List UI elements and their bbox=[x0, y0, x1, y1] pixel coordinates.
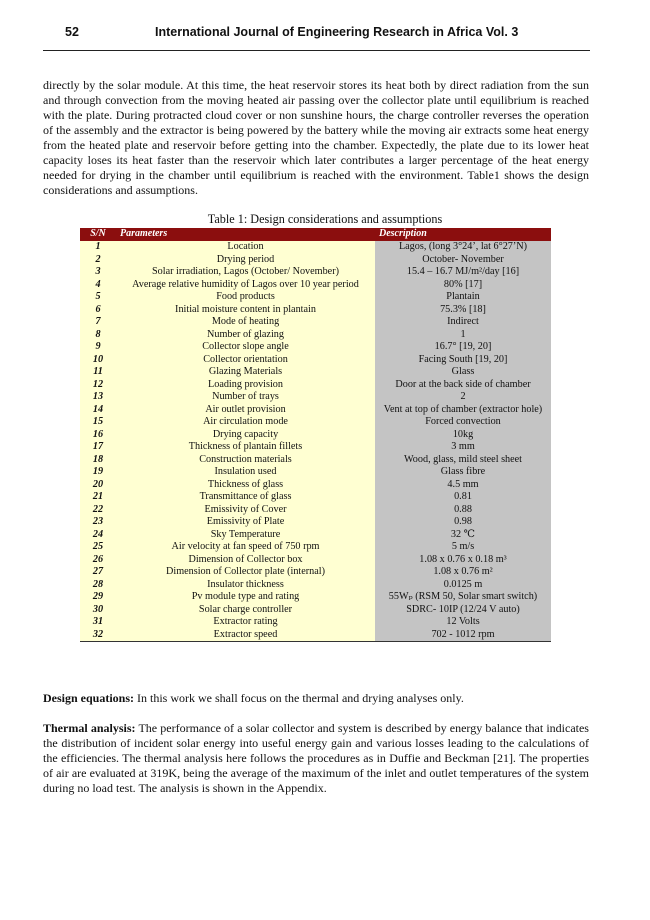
row-sn: 12 bbox=[80, 379, 116, 392]
row-description: 16.7° [19, 20] bbox=[375, 341, 551, 354]
row-parameter: Collector orientation bbox=[116, 354, 375, 367]
row-parameter: Solar irradiation, Lagos (October/ November) bbox=[116, 266, 375, 279]
table-row bbox=[80, 629, 551, 642]
row-description: 3 mm bbox=[375, 441, 551, 454]
table-row bbox=[80, 604, 551, 617]
row-parameter: Transmittance of glass bbox=[116, 491, 375, 504]
table-caption: Table 1: Design considerations and assumptions bbox=[207, 212, 443, 226]
journal-title: International Journal of Engineering Research in Africa Vol. 3 bbox=[155, 25, 519, 39]
intro-paragraph: directly by the solar module. At this time, the heat reservoir stores its heat both by direct radiation from the sun and through convection from the moving heated air passing over the collector plate until equilibrium is reached with the plate. During protracted cloud cover or non sunshine hours, the charge controller reverses the operation of the assembly and the extractor is being powered by the battery while the moving air extracts some heat energy from the heated plate and reservoir before getting into the chamber. Expectedly, the plate due to its lower heat capacity loses its heat faster than the reservoir which later contributes a larger percentage of the heat energy needed for drying in the chamber until equilibrium is reached with the environment. Table1 shows the design considerations and assumptions. bbox=[43, 78, 589, 197]
row-description: Facing South [19, 20] bbox=[375, 354, 551, 367]
row-description: Indirect bbox=[375, 316, 551, 329]
row-parameter: Extractor rating bbox=[116, 616, 375, 629]
table-row bbox=[80, 516, 551, 529]
row-sn: 4 bbox=[80, 279, 116, 292]
table-row bbox=[80, 504, 551, 517]
table-row bbox=[80, 529, 551, 542]
table-row bbox=[80, 304, 551, 317]
row-description: 702 - 1012 rpm bbox=[375, 629, 551, 642]
row-sn: 5 bbox=[80, 291, 116, 304]
row-description: 80% [17] bbox=[375, 279, 551, 292]
row-description: 5 m/s bbox=[375, 541, 551, 554]
row-parameter: Pv module type and rating bbox=[116, 591, 375, 604]
table-row bbox=[80, 416, 551, 429]
row-parameter: Emissivity of Plate bbox=[116, 516, 375, 529]
row-sn: 32 bbox=[80, 629, 116, 642]
row-parameter: Drying capacity bbox=[116, 429, 375, 442]
table-row bbox=[80, 291, 551, 304]
row-parameter: Extractor speed bbox=[116, 629, 375, 642]
row-sn: 19 bbox=[80, 466, 116, 479]
table-row bbox=[80, 554, 551, 567]
row-parameter: Average relative humidity of Lagos over 10 year period bbox=[116, 279, 375, 292]
row-sn: 29 bbox=[80, 591, 116, 604]
row-sn: 17 bbox=[80, 441, 116, 454]
row-description: 12 Volts bbox=[375, 616, 551, 629]
row-description: 0.98 bbox=[375, 516, 551, 529]
row-parameter: Insulator thickness bbox=[116, 579, 375, 592]
row-sn: 20 bbox=[80, 479, 116, 492]
row-sn: 23 bbox=[80, 516, 116, 529]
row-description: 1 bbox=[375, 329, 551, 342]
design-equations-label: Design equations: bbox=[43, 691, 135, 705]
row-parameter: Number of glazing bbox=[116, 329, 375, 342]
row-parameter: Initial moisture content in plantain bbox=[116, 304, 375, 317]
row-description: October- November bbox=[375, 254, 551, 267]
table-row bbox=[80, 479, 551, 492]
row-description: 55Wₚ (RSM 50, Solar smart switch) bbox=[375, 591, 551, 604]
table-row bbox=[80, 404, 551, 417]
row-parameter: Glazing Materials bbox=[116, 366, 375, 379]
header-parameters: Parameters bbox=[116, 228, 375, 241]
row-description: Lagos, (long 3°24’, lat 6°27’N) bbox=[375, 241, 551, 254]
row-description: 1.08 x 0.76 x 0.18 m³ bbox=[375, 554, 551, 567]
row-sn: 18 bbox=[80, 454, 116, 467]
page-header bbox=[43, 22, 590, 51]
row-parameter: Air outlet provision bbox=[116, 404, 375, 417]
row-parameter: Thickness of plantain fillets bbox=[116, 441, 375, 454]
row-description: SDRC- 10IP (12/24 V auto) bbox=[375, 604, 551, 617]
thermal-analysis-label: Thermal analysis: bbox=[43, 721, 136, 735]
row-sn: 21 bbox=[80, 491, 116, 504]
table-row bbox=[80, 379, 551, 392]
row-sn: 2 bbox=[80, 254, 116, 267]
row-sn: 14 bbox=[80, 404, 116, 417]
table-row bbox=[80, 616, 551, 629]
row-parameter: Number of trays bbox=[116, 391, 375, 404]
row-description: 1.08 x 0.76 m² bbox=[375, 566, 551, 579]
table-row bbox=[80, 429, 551, 442]
table-row bbox=[80, 441, 551, 454]
row-description: Forced convection bbox=[375, 416, 551, 429]
row-description: Wood, glass, mild steel sheet bbox=[375, 454, 551, 467]
table-row bbox=[80, 354, 551, 367]
row-description: Vent at top of chamber (extractor hole) bbox=[375, 404, 551, 417]
page-number: 52 bbox=[65, 25, 79, 39]
row-description: 32 ℃ bbox=[375, 529, 551, 542]
thermal-analysis-text: The performance of a solar collector and system is described by energy balance that indicates the distribution of incident solar energy into useful energy gain and various losses leading to the calculations of the efficiencies. The thermal analysis here follows the procedures as in Duffie and Beckman [21]. The properties of air are evaluated at 319K, being the average of the maximum of the inlet and outlet temperatures of the system during no load test. The analysis is shown in the Appendix. bbox=[43, 721, 589, 795]
table-row bbox=[80, 316, 551, 329]
table-row bbox=[80, 391, 551, 404]
table-row bbox=[80, 454, 551, 467]
table-row bbox=[80, 241, 551, 254]
row-parameter: Food products bbox=[116, 291, 375, 304]
row-description: 0.88 bbox=[375, 504, 551, 517]
row-sn: 25 bbox=[80, 541, 116, 554]
row-sn: 13 bbox=[80, 391, 116, 404]
header-description: Description bbox=[375, 228, 551, 241]
table-row bbox=[80, 541, 551, 554]
design-equations-paragraph bbox=[43, 691, 589, 706]
row-parameter: Construction materials bbox=[116, 454, 375, 467]
row-sn: 31 bbox=[80, 616, 116, 629]
row-sn: 22 bbox=[80, 504, 116, 517]
row-parameter: Air velocity at fan speed of 750 rpm bbox=[116, 541, 375, 554]
row-parameter: Mode of heating bbox=[116, 316, 375, 329]
row-sn: 26 bbox=[80, 554, 116, 567]
thermal-analysis-paragraph bbox=[43, 721, 589, 796]
row-description: 0.0125 m bbox=[375, 579, 551, 592]
row-parameter: Sky Temperature bbox=[116, 529, 375, 542]
table-row bbox=[80, 466, 551, 479]
row-description: 75.3% [18] bbox=[375, 304, 551, 317]
table-row bbox=[80, 579, 551, 592]
table-row bbox=[80, 329, 551, 342]
row-description: 2 bbox=[375, 391, 551, 404]
design-equations-text: In this work we shall focus on the thermal and drying analyses only. bbox=[134, 691, 464, 705]
row-parameter: Emissivity of Cover bbox=[116, 504, 375, 517]
row-sn: 28 bbox=[80, 579, 116, 592]
row-sn: 6 bbox=[80, 304, 116, 317]
row-description: Plantain bbox=[375, 291, 551, 304]
row-sn: 24 bbox=[80, 529, 116, 542]
row-description: 0.81 bbox=[375, 491, 551, 504]
row-sn: 3 bbox=[80, 266, 116, 279]
row-parameter: Drying period bbox=[116, 254, 375, 267]
table-row bbox=[80, 491, 551, 504]
row-parameter: Air circulation mode bbox=[116, 416, 375, 429]
row-description: Door at the back side of chamber bbox=[375, 379, 551, 392]
table-row bbox=[80, 266, 551, 279]
row-sn: 15 bbox=[80, 416, 116, 429]
row-parameter: Dimension of Collector plate (internal) bbox=[116, 566, 375, 579]
table-header-row bbox=[80, 228, 551, 241]
row-sn: 9 bbox=[80, 341, 116, 354]
row-parameter: Collector slope angle bbox=[116, 341, 375, 354]
row-description: 15.4 – 16.7 MJ/m²/day [16] bbox=[375, 266, 551, 279]
row-sn: 11 bbox=[80, 366, 116, 379]
row-sn: 10 bbox=[80, 354, 116, 367]
row-parameter: Thickness of glass bbox=[116, 479, 375, 492]
row-parameter: Solar charge controller bbox=[116, 604, 375, 617]
row-description: 4.5 mm bbox=[375, 479, 551, 492]
row-sn: 27 bbox=[80, 566, 116, 579]
row-sn: 8 bbox=[80, 329, 116, 342]
table-row bbox=[80, 254, 551, 267]
table-row bbox=[80, 566, 551, 579]
row-description: Glass bbox=[375, 366, 551, 379]
row-parameter: Dimension of Collector box bbox=[116, 554, 375, 567]
row-sn: 7 bbox=[80, 316, 116, 329]
row-sn: 30 bbox=[80, 604, 116, 617]
table-row bbox=[80, 341, 551, 354]
table-row bbox=[80, 279, 551, 292]
row-parameter: Location bbox=[116, 241, 375, 254]
row-sn: 16 bbox=[80, 429, 116, 442]
table-row bbox=[80, 591, 551, 604]
row-parameter: Insulation used bbox=[116, 466, 375, 479]
row-parameter: Loading provision bbox=[116, 379, 375, 392]
row-description: 10kg bbox=[375, 429, 551, 442]
table-row bbox=[80, 366, 551, 379]
row-sn: 1 bbox=[80, 241, 116, 254]
row-description: Glass fibre bbox=[375, 466, 551, 479]
design-table bbox=[80, 228, 551, 642]
header-sn: S/N bbox=[80, 228, 116, 241]
